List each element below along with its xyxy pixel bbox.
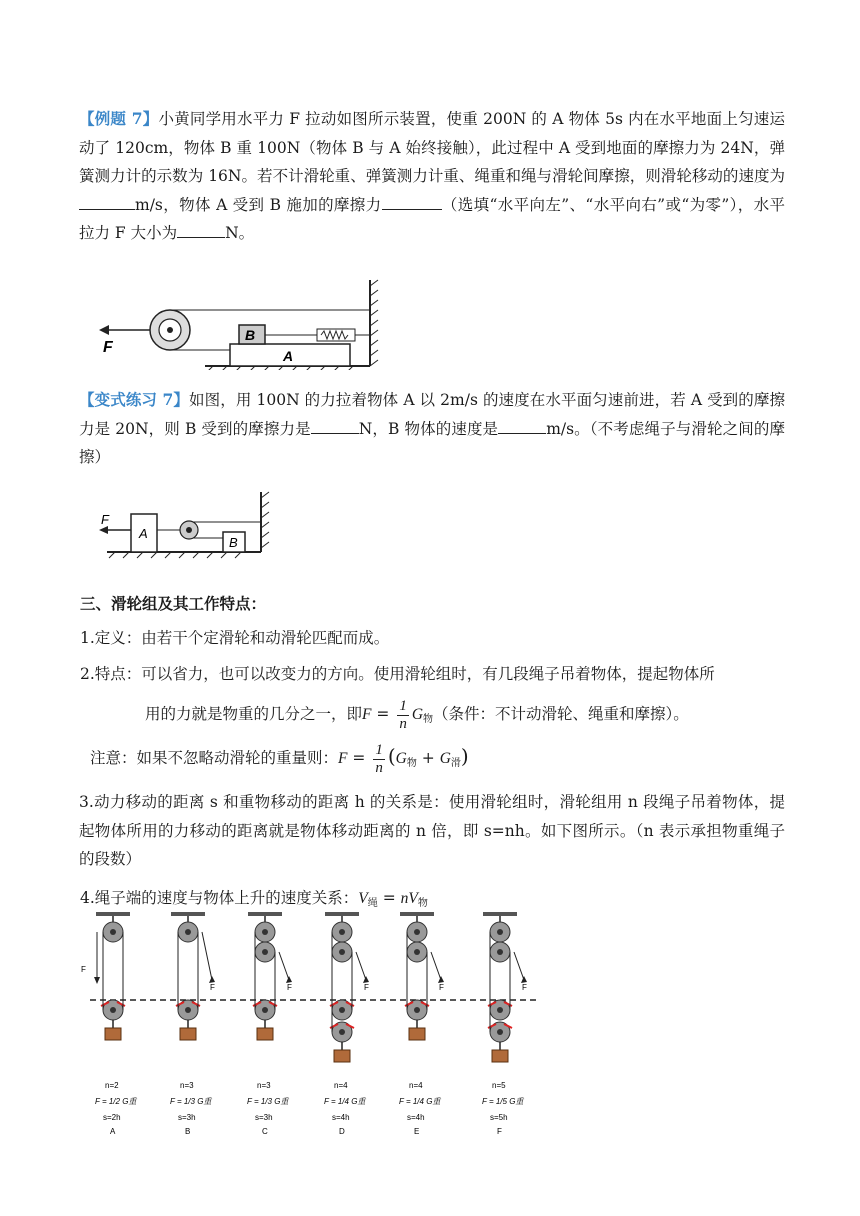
pulley-systems-figure: [80, 910, 550, 1150]
weight-block: [105, 1028, 121, 1040]
answer-blank-4[interactable]: [311, 419, 359, 434]
variant7-text-3: m/s。（不考虑绳子与滑轮之间的摩擦）: [79, 419, 785, 466]
caption-n: n=3: [257, 1081, 271, 1090]
force-label-f: F: [210, 983, 215, 992]
weight-block: [257, 1028, 273, 1040]
block-b-label: B: [245, 327, 256, 343]
caption-s: s=3h: [178, 1113, 196, 1122]
subscript-sheng: 绳: [367, 898, 378, 909]
item-4-text: 4.绳子端的速度与物体上升的速度关系：: [80, 889, 359, 907]
caption-s: s=4h: [407, 1113, 425, 1122]
example7-text-2: m/s，物体 A 受到 B 施加的摩擦力: [135, 195, 382, 214]
variant7-paragraph: [79, 386, 785, 472]
caption-s: s=3h: [255, 1113, 273, 1122]
caption-n: n=3: [180, 1081, 194, 1090]
caption-s: s=5h: [490, 1113, 508, 1122]
ceiling-mount: [96, 912, 130, 916]
caption-n: n=4: [409, 1081, 423, 1090]
example7-figure: [95, 278, 385, 370]
answer-blank-5[interactable]: [498, 419, 546, 434]
weight-block: [409, 1028, 425, 1040]
note-line: 注意：如果不忽略动滑轮的重量则：F = $\frac{1}{n}$ $(G_物 + G_滑)$: [90, 741, 469, 776]
variant7-text-1: 如图，用 100N 的力拉着物体 A 以 2m/s 的速度在水平面匀速前进，若 A 受到的摩擦力是 20N，则 B 受到的摩擦力是: [79, 391, 785, 438]
caption-letter: B: [185, 1127, 191, 1136]
example7-text-1: 小黄同学用水平力 F 拉动如图所示装置，使重 200N 的 A 物体 5s 内在水平地面上匀速运动了 120cm，物体 B 重 100N（物体 B 与 A 始终接触），此过程中 A 受到地面的摩擦力为 24N，弹簧测力计的示数为 16N。若不计滑轮重、弹簧测力计重、绳重和绳与滑轮间摩擦，则滑轮移动的速度为: [79, 110, 785, 185]
formula-f: F: [362, 706, 372, 723]
ceiling-mount: [171, 912, 205, 916]
caption-formula: F = 1/4 G重: [399, 1097, 441, 1106]
variant7-tag: 【变式练习 7】: [79, 390, 190, 409]
item-4: 4.绳子端的速度与物体上升的速度关系：$V_绳 = nV_物$: [80, 889, 428, 909]
force-label-f: F: [101, 512, 109, 527]
caption-s: s=2h: [103, 1113, 121, 1122]
example7-text-3: （选填“水平向左”、“水平向右”或“为零”），水平拉力 F 大小为: [79, 195, 786, 242]
example7-tag: 【例题 7】: [79, 109, 159, 128]
item-2-line-2: 用的力就是物重的几分之一，即F = $\frac{1}{n}$ $G_物$（条件：不计动滑轮、绳重和摩擦）。: [145, 697, 689, 732]
force-label-f: F: [364, 983, 369, 992]
ceiling-mount: [248, 912, 282, 916]
example7-text-4: N。: [225, 224, 255, 242]
block-a-label: A: [283, 348, 294, 364]
weight-block: [492, 1050, 508, 1062]
force-label-f: F: [287, 983, 292, 992]
section-heading: 三、滑轮组及其工作特点：: [80, 595, 267, 613]
caption-letter: F: [497, 1127, 502, 1136]
caption-formula: F = 1/3 G重: [170, 1097, 212, 1106]
caption-letter: A: [110, 1127, 116, 1136]
ceiling-mount: [400, 912, 434, 916]
subscript-wu: 物: [417, 898, 428, 909]
caption-letter: D: [339, 1127, 345, 1136]
variant7-text-2: N，B 物体的速度是: [358, 419, 499, 438]
block-b-label: B: [229, 535, 238, 550]
caption-letter: C: [262, 1127, 268, 1136]
caption-formula: F = 1/2 G重: [95, 1097, 137, 1106]
weight-block: [180, 1028, 196, 1040]
example7-paragraph: [79, 105, 785, 248]
item-2-line-1: 2.特点：可以省力，也可以改变力的方向。使用滑轮组时，有几段绳子吊着物体，提起物体所: [80, 665, 715, 683]
force-label-f: F: [81, 965, 86, 974]
formula-g: G: [411, 706, 424, 723]
caption-s: s=4h: [332, 1113, 350, 1122]
caption-formula: F = 1/4 G重: [324, 1097, 366, 1106]
force-label-f: F: [522, 983, 527, 992]
caption-formula: F = 1/3 G重: [247, 1097, 289, 1106]
subscript-wu: 物: [423, 714, 434, 725]
caption-n: n=5: [492, 1081, 506, 1090]
item-3: 3.动力移动的距离 s 和重物移动的距离 h 的关系是：使用滑轮组时，滑轮组用 n 段绳子吊着物体，提起物体所用的力移动的距离就是物体移动距离的 n 倍，即 s=nh。如下图所示。（n 表示承担物重绳子的段数）: [79, 793, 785, 868]
variant7-figure: [95, 490, 275, 562]
ceiling-mount: [483, 912, 517, 916]
block-a-label: A: [139, 526, 148, 541]
note-text: 注意：如果不忽略动滑轮的重量则：: [90, 749, 339, 767]
subscript-wu: 物: [406, 758, 417, 769]
item-1: 1.定义：由若干个定滑轮和动滑轮匹配而成。: [80, 629, 390, 647]
caption-n: n=2: [105, 1081, 119, 1090]
ceiling-mount: [325, 912, 359, 916]
fraction-1-over-n: $\frac{1}{n}$: [399, 697, 407, 732]
caption-letter: E: [414, 1127, 420, 1136]
answer-blank-3[interactable]: [177, 223, 225, 238]
force-label-f: F: [439, 983, 444, 992]
answer-blank-2[interactable]: [382, 195, 442, 210]
item-2-text-pre: 用的力就是物重的几分之一，即: [145, 705, 363, 723]
item-2-text-post: （条件：不计动滑轮、绳重和摩擦）。: [433, 705, 689, 723]
force-label-f: F: [103, 339, 113, 356]
caption-n: n=4: [334, 1081, 348, 1090]
caption-formula: F = 1/5 G重: [482, 1097, 524, 1106]
subscript-hua: 滑: [450, 758, 461, 769]
answer-blank-1[interactable]: [79, 195, 135, 210]
weight-block: [334, 1050, 350, 1062]
fraction-1-over-n: $\frac{1}{n}$: [375, 741, 383, 776]
